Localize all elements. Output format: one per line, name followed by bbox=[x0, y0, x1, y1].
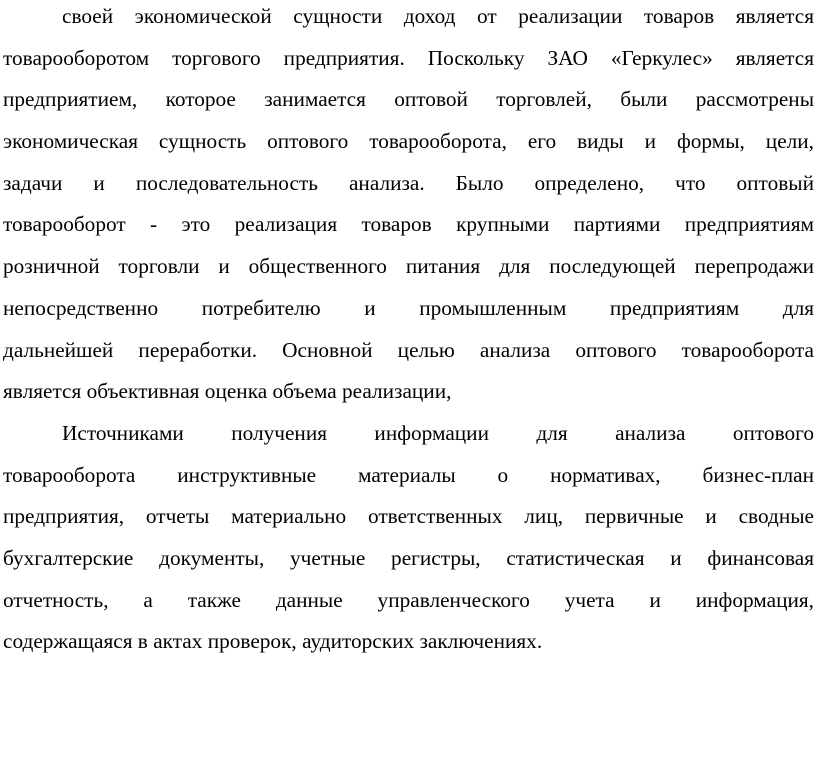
text-line: товарооборота инструктивные материалы о нормативах, бизнес-план bbox=[3, 462, 814, 487]
text-line: товарооборот - это реализация товаров крупными партиями предприятиям bbox=[3, 212, 814, 237]
paragraph-information-sources bbox=[3, 413, 814, 663]
text-line: задачи и последовательность анализа. Было определено, что оптовый bbox=[3, 170, 814, 195]
paragraph-economic-essence bbox=[3, 0, 814, 413]
text-line: бухгалтерские документы, учетные регистры, статистическая и финансовая bbox=[3, 545, 814, 570]
text-line: предприятия, отчеты материально ответственных лиц, первичные и сводные bbox=[3, 504, 814, 529]
text-line: экономическая сущность оптового товарооборота, его виды и формы, цели, bbox=[3, 129, 814, 154]
text-line: предприятием, которое занимается оптовой торговлей, были рассмотрены bbox=[3, 87, 814, 112]
text-line: дальнейшей переработки. Основной целью анализа оптового товарооборота bbox=[3, 337, 814, 362]
text-line: своей экономической сущности доход от реализации товаров является bbox=[62, 4, 814, 28]
text-line: содержащаяся в актах проверок, аудиторских заключениях. bbox=[3, 629, 543, 654]
text-line: розничной торговли и общественного питания для последующей перепродажи bbox=[3, 254, 814, 279]
text-line: отчетность, а также данные управленческого учета и информация, bbox=[3, 587, 814, 612]
text-line: непосредственно потребителю и промышленным предприятиям для bbox=[3, 295, 814, 320]
text-line: Источниками получения информации для анализа оптового bbox=[62, 420, 814, 445]
text-line: товарооборотом торгового предприятия. Поскольку ЗАО «Геркулес» является bbox=[3, 45, 814, 70]
text-line: является объективная оценка объема реализации, bbox=[3, 379, 452, 404]
